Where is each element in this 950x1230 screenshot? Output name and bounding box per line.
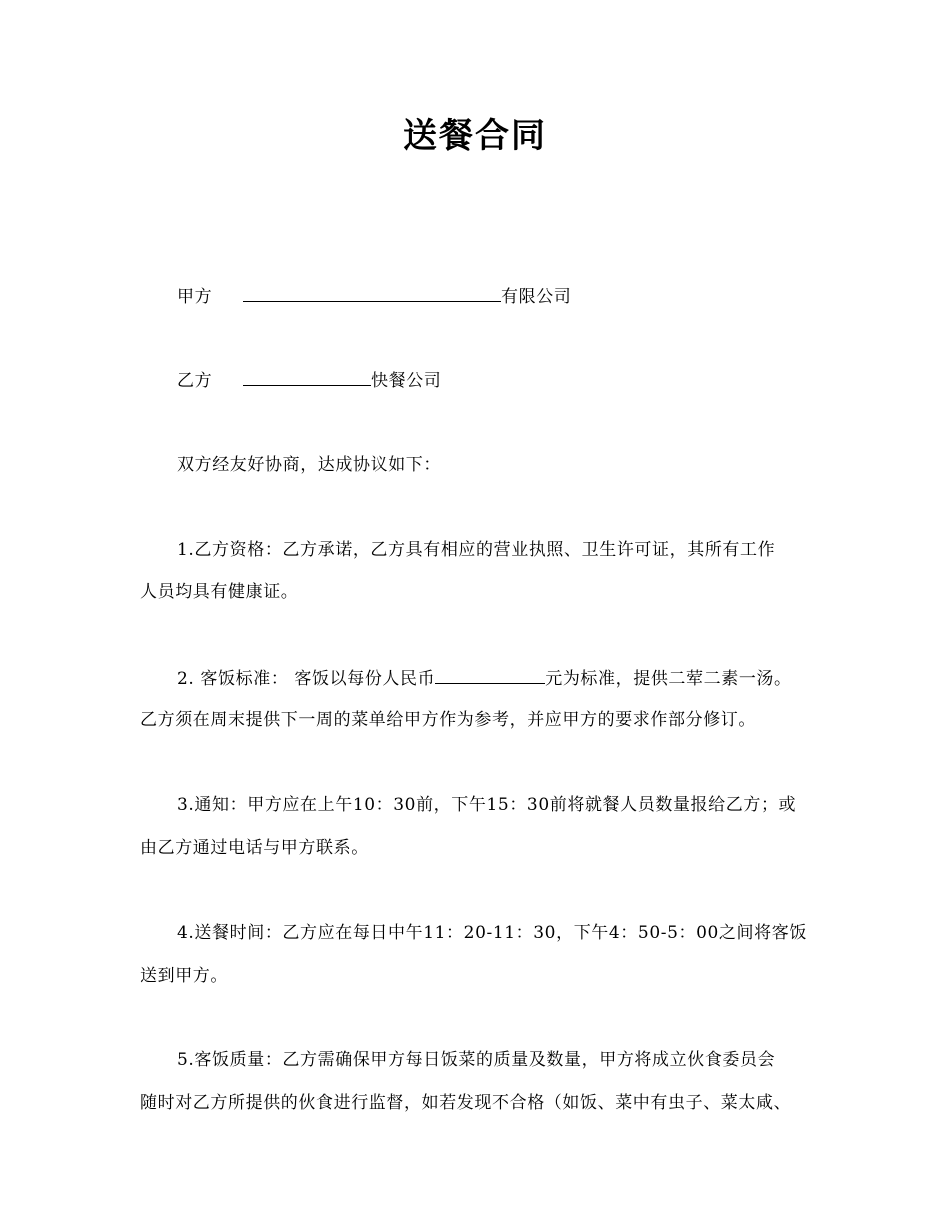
party-a-name-blank[interactable]: [243, 283, 501, 302]
clause-3-line-2: 由乙方通过电话与甲方联系。: [140, 838, 369, 858]
document-title: 送餐合同: [403, 116, 547, 156]
clause-1-line-2: 人员均具有健康证。: [140, 582, 299, 602]
clause-2-text-after: 元为标准，提供二荤二素一汤。: [545, 669, 792, 689]
clause-4-line-2: 送到甲方。: [140, 966, 228, 986]
party-a-suffix: 有限公司: [501, 287, 572, 307]
clause-1-line-1: 1.乙方资格：乙方承诺，乙方具有相应的营业执照、卫生许可证，其所有工作: [177, 540, 776, 560]
party-a-line: [177, 283, 877, 309]
intro-text: 双方经友好协商，达成协议如下：: [177, 455, 441, 475]
party-b-label: 乙方: [177, 371, 213, 391]
party-a-label: 甲方: [177, 287, 213, 307]
meal-price-blank[interactable]: [435, 665, 545, 684]
clause-4-line-1: 4.送餐时间：乙方应在每日中午11：20-11：30，下午4：50-5：00之间将客饭: [177, 923, 807, 943]
party-b-line: [177, 367, 877, 393]
clause-2-line-1: [177, 665, 877, 691]
clause-2-text-before: 2. 客饭标准： 客饭以每份人民币: [177, 669, 436, 689]
clause-2-line-2: 乙方须在周末提供下一周的菜单给甲方作为参考，并应甲方的要求作部分修订。: [140, 710, 756, 730]
clause-5-line-2: 随时对乙方所提供的伙食进行监督，如若发现不合格（如饭、菜中有虫子、菜太咸、: [140, 1093, 792, 1113]
clause-3-line-1: 3.通知：甲方应在上午10：30前，下午15：30前将就餐人员数量报给乙方；或: [177, 795, 797, 815]
clause-5-line-1: 5.客饭质量：乙方需确保甲方每日饭菜的质量及数量，甲方将成立伙食委员会: [177, 1050, 776, 1070]
party-b-suffix: 快餐公司: [371, 371, 442, 391]
party-b-name-blank[interactable]: [243, 367, 371, 386]
